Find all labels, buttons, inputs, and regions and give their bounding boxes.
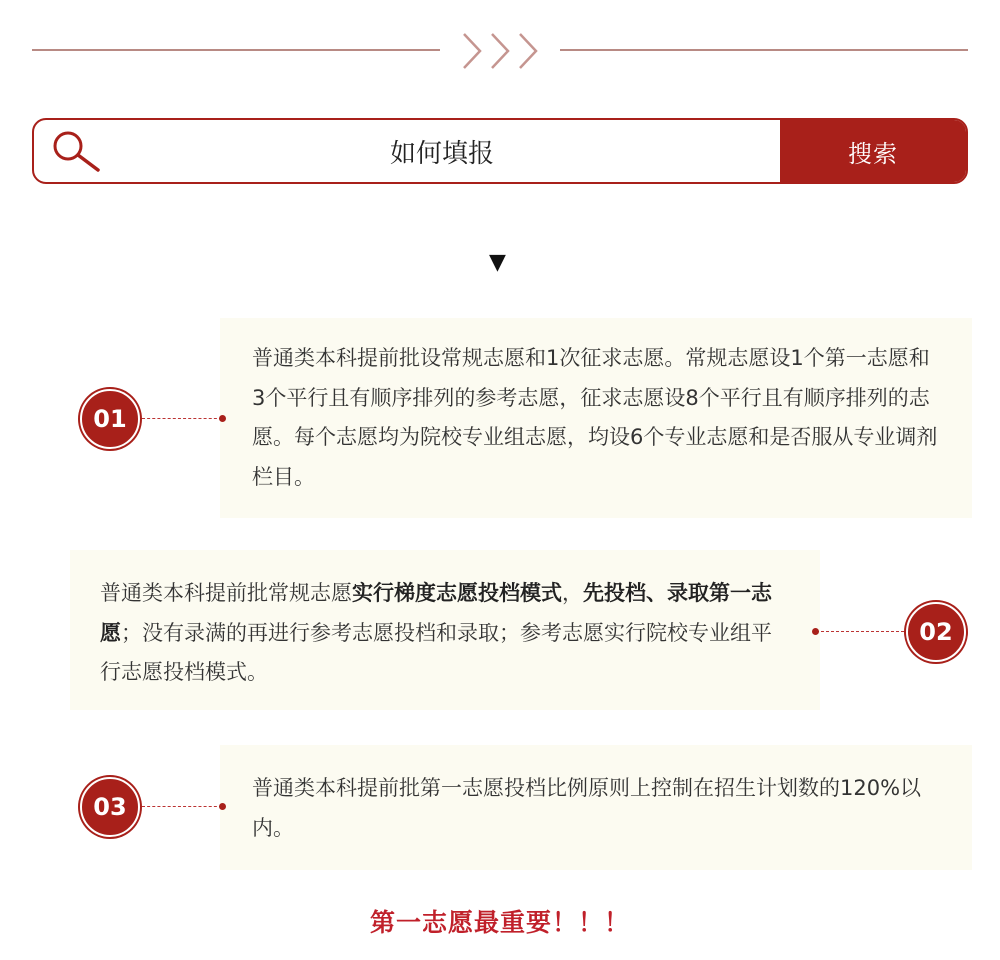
info-card-1 <box>220 318 972 518</box>
number-badge-1: 01 <box>80 389 140 449</box>
dashed-connector <box>816 631 904 632</box>
search-input[interactable]: 如何填报 <box>389 138 494 169</box>
info-card-text-part: 普通类本科提前批常规志愿 <box>100 581 352 605</box>
number-badge-3: 03 <box>80 777 140 837</box>
dashed-connector <box>142 806 222 807</box>
info-card-text-part: ， <box>562 581 583 605</box>
info-card-text: 普通类本科提前批第一志愿投档比例原则上控制在招生计划数的120%以内。 <box>252 776 922 840</box>
info-card-3 <box>220 745 972 870</box>
search-icon <box>48 128 104 176</box>
footer-note: 第一志愿最重要！！！ <box>369 908 630 937</box>
info-card-text-emphasis: 实行梯度志愿投档模式 <box>352 581 562 605</box>
number-badge-2: 02 <box>906 602 966 662</box>
info-card-text-emphasis: 先投档、录取第一志愿 <box>100 581 772 645</box>
info-card-2 <box>70 550 820 710</box>
dashed-connector <box>142 418 222 419</box>
info-card-text-part: ；没有录满的再进行参考志愿投档和录取；参考志愿实行院校专业组平行志愿投档模式。 <box>100 620 772 684</box>
connector-dot <box>812 628 819 635</box>
connector-dot <box>219 803 226 810</box>
triple-chevron-right-icon <box>458 30 544 72</box>
divider-line-left <box>32 49 440 51</box>
search-bar <box>32 118 968 184</box>
divider-line-right <box>560 49 968 51</box>
connector-dot <box>219 415 226 422</box>
down-arrow-icon: ▼ <box>489 250 506 275</box>
search-button[interactable]: 搜索 <box>780 120 966 182</box>
info-card-text: 普通类本科提前批设常规志愿和1次征求志愿。常规志愿设1个第一志愿和3个平行且有顺序排列的参考志愿，征求志愿设8个平行且有顺序排列的志愿。每个志愿均为院校专业组志愿，均设6个专业志愿和是否服从专业调剂栏目。 <box>252 346 938 489</box>
